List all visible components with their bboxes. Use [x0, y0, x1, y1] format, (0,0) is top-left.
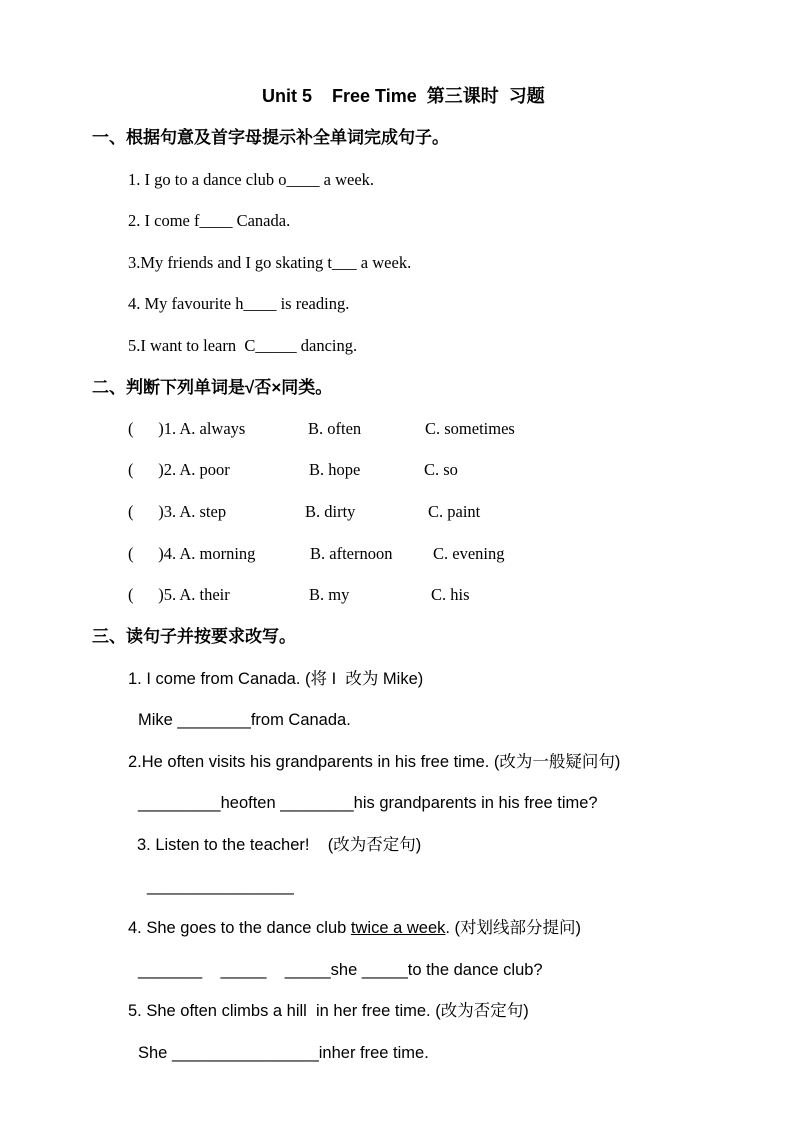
- section-1-item-5: 5.I want to learn C_____ dancing.: [128, 336, 358, 355]
- question-4-prefix: 4. She goes to the dance club: [128, 919, 351, 937]
- section-2-item-1: [128, 421, 548, 441]
- choice-a: ( )4. A. morning: [128, 544, 256, 563]
- section-3-question-3: 3. Listen to the teacher! (改为否定句): [137, 836, 422, 854]
- choice-c: C. paint: [428, 502, 481, 521]
- choice-a: ( )1. A. always: [128, 419, 246, 438]
- section-1-item-3: 3.My friends and I go skating t___ a week.: [128, 253, 412, 272]
- choice-a: ( )5. A. their: [128, 585, 230, 604]
- choice-c: C. sometimes: [425, 419, 515, 438]
- choice-c: C. so: [424, 460, 458, 479]
- section-2-heading: 二、判断下列单词是√否×同类。: [92, 378, 333, 397]
- section-3-question-2: 2.He often visits his grandparents in his free time. (改为一般疑问句): [128, 753, 621, 771]
- section-1-item-2: 2. I come f____ Canada.: [128, 211, 291, 230]
- section-2-item-3: [128, 504, 548, 524]
- section-3-answer-1: Mike ________from Canada.: [138, 711, 351, 729]
- section-2-item-4: [128, 546, 548, 566]
- choice-a: ( )3. A. step: [128, 502, 227, 521]
- choice-c: C. evening: [433, 544, 505, 563]
- choice-a: ( )2. A. poor: [128, 460, 230, 479]
- page-title: Unit 5 Free Time 第三课时 习题: [262, 86, 545, 106]
- section-3-answer-2: _________heoften ________his grandparents in his free time?: [138, 794, 598, 812]
- section-3-answer-4: _______ _____ _____she _____to the dance club?: [138, 961, 543, 979]
- choice-b: B. dirty: [305, 502, 356, 521]
- question-4-suffix: . (对划线部分提问): [445, 919, 582, 937]
- choice-b: B. my: [309, 585, 350, 604]
- section-1-item-1: 1. I go to a dance club o____ a week.: [128, 170, 375, 189]
- section-3-question-5: 5. She often climbs a hill in her free time. (改为否定句): [128, 1002, 529, 1020]
- section-1-item-4: 4. My favourite h____ is reading.: [128, 294, 350, 313]
- section-1-heading: 一、根据句意及首字母提示补全单词完成句子。: [92, 128, 449, 147]
- section-3-heading: 三、读句子并按要求改写。: [92, 627, 296, 646]
- choice-b: B. often: [308, 419, 362, 438]
- choice-c: C. his: [431, 585, 470, 604]
- choice-b: B. hope: [309, 460, 361, 479]
- section-3-answer-5: She ________________inher free time.: [138, 1044, 429, 1062]
- section-3-question-1: 1. I come from Canada. (将 I 改为 Mike): [128, 670, 424, 688]
- section-3-answer-3: ________________: [147, 877, 294, 895]
- question-4-underlined-phrase: twice a week: [350, 919, 446, 937]
- section-3-question-4: [128, 920, 581, 937]
- section-2-item-2: [128, 462, 548, 482]
- choice-b: B. afternoon: [310, 544, 393, 563]
- section-2-item-5: [128, 587, 548, 607]
